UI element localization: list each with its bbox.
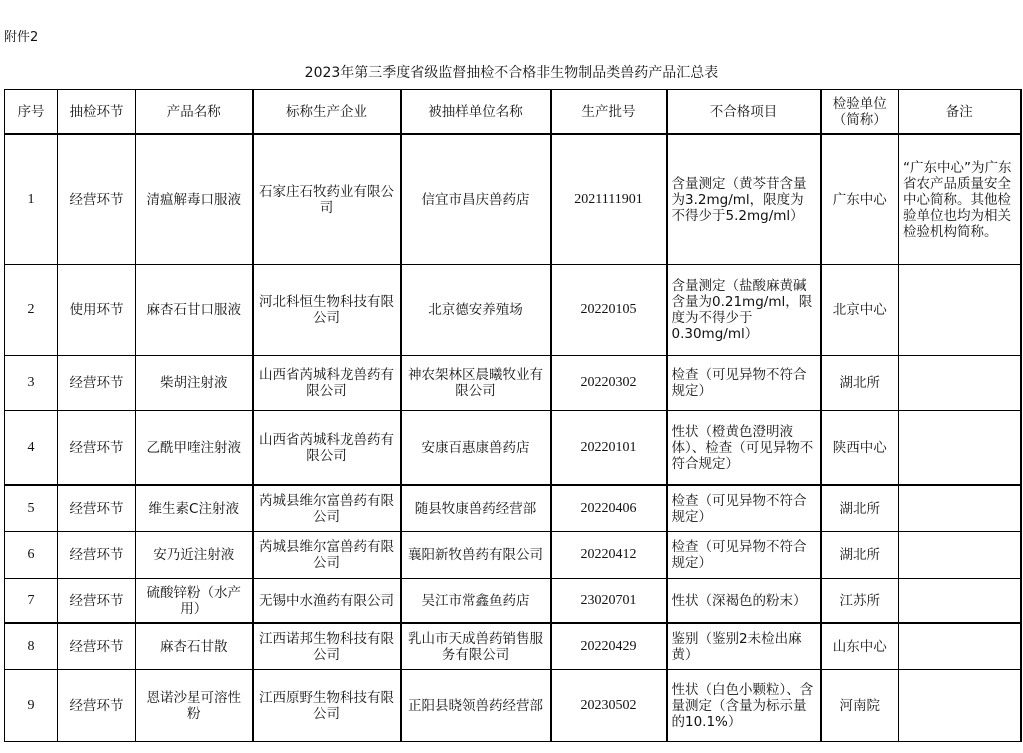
table-row [5, 485, 1021, 532]
product-name-cell: 麻杏石甘散 [136, 623, 253, 670]
sampled-unit-cell: 正阳县晓领兽药经营部 [401, 670, 551, 742]
document-title: 2023年第三季度省级监督抽检不合格非生物制品类兽药产品汇总表 [304, 65, 719, 81]
inspection-lab-cell: 陕西中心 [821, 411, 899, 486]
inspection-lab-cell: 山东中心 [821, 623, 899, 670]
batch-number-cell: 23020701 [551, 579, 667, 624]
batch-number-cell: 20220412 [551, 532, 667, 579]
row-number-cell: 3 [5, 356, 58, 411]
failed-item-cell: 检查（可见异物不符合规定） [667, 356, 821, 411]
remark-cell [899, 532, 1021, 579]
manufacturer-cell: 芮城县维尔富兽药有限公司 [253, 532, 401, 579]
product-name-cell: 恩诺沙星可溶性粉 [136, 670, 253, 742]
row-number-cell: 8 [5, 623, 58, 670]
row-number-cell: 5 [5, 485, 58, 532]
row-number-cell: 7 [5, 579, 58, 624]
product-name-cell: 麻杏石甘口服液 [136, 265, 253, 356]
header-lab: 检验单位（简称） [821, 90, 899, 135]
row-number-cell: 2 [5, 265, 58, 356]
batch-number-cell: 20220105 [551, 265, 667, 356]
remark-cell [899, 485, 1021, 532]
sampled-unit-cell: 襄阳新牧兽药有限公司 [401, 532, 551, 579]
table-row [5, 532, 1021, 579]
batch-number-cell: 20220101 [551, 411, 667, 486]
product-name-cell: 维生素C注射液 [136, 485, 253, 532]
inspection-lab-cell: 广东中心 [821, 134, 899, 265]
inspection-stage-cell: 经营环节 [58, 532, 136, 579]
header-remark: 备注 [899, 90, 1021, 135]
table-row [5, 579, 1021, 624]
failed-item-cell: 含量测定（黄芩苷含量为3.2mg/ml，限度为不得少于5.2mg/ml） [667, 134, 821, 265]
table-row [5, 265, 1021, 356]
inspection-stage-cell: 经营环节 [58, 134, 136, 265]
manufacturer-cell: 无锡中水渔药有限公司 [253, 579, 401, 624]
product-name-cell: 安乃近注射液 [136, 532, 253, 579]
table-row [5, 411, 1021, 486]
product-name-cell: 清瘟解毒口服液 [136, 134, 253, 265]
table-row [5, 134, 1021, 265]
inspection-lab-cell: 河南院 [821, 670, 899, 742]
batch-number-cell: 20220429 [551, 623, 667, 670]
row-number-cell: 6 [5, 532, 58, 579]
inspection-stage-cell: 经营环节 [58, 356, 136, 411]
sampled-unit-cell: 信宜市昌庆兽药店 [401, 134, 551, 265]
batch-number-cell: 20220302 [551, 356, 667, 411]
inspection-stage-cell: 经营环节 [58, 485, 136, 532]
inspection-stage-cell: 经营环节 [58, 411, 136, 486]
sampled-unit-cell: 随县牧康兽药经营部 [401, 485, 551, 532]
batch-number-cell: 2021111901 [551, 134, 667, 265]
remark-cell [899, 411, 1021, 486]
inspection-lab-cell: 江苏所 [821, 579, 899, 624]
header-failed-item: 不合格项目 [667, 90, 821, 135]
manufacturer-cell: 山西省芮城科龙兽药有限公司 [253, 356, 401, 411]
table-row [5, 623, 1021, 670]
inspection-lab-cell: 北京中心 [821, 265, 899, 356]
manufacturer-cell: 江西诺邦生物科技有限公司 [253, 623, 401, 670]
table-row [5, 670, 1021, 742]
inspection-stage-cell: 经营环节 [58, 623, 136, 670]
product-name-cell: 柴胡注射液 [136, 356, 253, 411]
sampled-unit-cell: 神农架林区晨曦牧业有限公司 [401, 356, 551, 411]
table-row [5, 356, 1021, 411]
manufacturer-cell: 河北科恒生物科技有限公司 [253, 265, 401, 356]
inspection-stage-cell: 经营环节 [58, 670, 136, 742]
inspection-stage-cell: 经营环节 [58, 579, 136, 624]
failed-item-cell: 检查（可见异物不符合规定） [667, 485, 821, 532]
manufacturer-cell: 石家庄石牧药业有限公司 [253, 134, 401, 265]
failed-item-cell: 检查（可见异物不符合规定） [667, 532, 821, 579]
product-name-cell: 硫酸锌粉（水产用） [136, 579, 253, 624]
sampled-unit-cell: 乳山市天成兽药销售服务有限公司 [401, 623, 551, 670]
sampled-unit-cell: 吴江市常鑫鱼药店 [401, 579, 551, 624]
header-row [5, 90, 1021, 135]
remark-cell [899, 579, 1021, 624]
inspection-stage-cell: 使用环节 [58, 265, 136, 356]
remark-cell [899, 670, 1021, 742]
header-no: 序号 [5, 90, 58, 135]
sampled-unit-cell: 北京德安养殖场 [401, 265, 551, 356]
manufacturer-cell: 江西原野生物科技有限公司 [253, 670, 401, 742]
sampled-unit-cell: 安康百惠康兽药店 [401, 411, 551, 486]
header-batch: 生产批号 [551, 90, 667, 135]
summary-table [4, 89, 1022, 742]
manufacturer-cell: 山西省芮城科龙兽药有限公司 [253, 411, 401, 486]
remark-cell: “广东中心”为广东省农产品质量安全中心简称。其他检验单位也均为相关检验机构简称。 [899, 134, 1021, 265]
row-number-cell: 9 [5, 670, 58, 742]
remark-cell [899, 623, 1021, 670]
row-number-cell: 4 [5, 411, 58, 486]
header-stage: 抽检环节 [58, 90, 136, 135]
failed-item-cell: 性状（白色小颗粒）、含量测定（含量为标示量的10.1%） [667, 670, 821, 742]
header-sampled-unit: 被抽样单位名称 [401, 90, 551, 135]
inspection-lab-cell: 湖北所 [821, 485, 899, 532]
remark-cell [899, 265, 1021, 356]
remark-cell [899, 356, 1021, 411]
failed-item-cell: 鉴别（鉴别2未检出麻黄） [667, 623, 821, 670]
failed-item-cell: 性状（深褐色的粉末） [667, 579, 821, 624]
batch-number-cell: 20230502 [551, 670, 667, 742]
inspection-lab-cell: 湖北所 [821, 532, 899, 579]
product-name-cell: 乙酰甲喹注射液 [136, 411, 253, 486]
row-number-cell: 1 [5, 134, 58, 265]
attachment-label: 附件2 [4, 30, 39, 45]
header-manufacturer: 标称生产企业 [253, 90, 401, 135]
manufacturer-cell: 芮城县维尔富兽药有限公司 [253, 485, 401, 532]
header-product: 产品名称 [136, 90, 253, 135]
batch-number-cell: 20220406 [551, 485, 667, 532]
failed-item-cell: 含量测定（盐酸麻黄碱含量为0.21mg/ml，限度为不得少于0.30mg/ml） [667, 265, 821, 356]
inspection-lab-cell: 湖北所 [821, 356, 899, 411]
failed-item-cell: 性状（橙黄色澄明液体）、检查（可见异物不符合规定） [667, 411, 821, 486]
